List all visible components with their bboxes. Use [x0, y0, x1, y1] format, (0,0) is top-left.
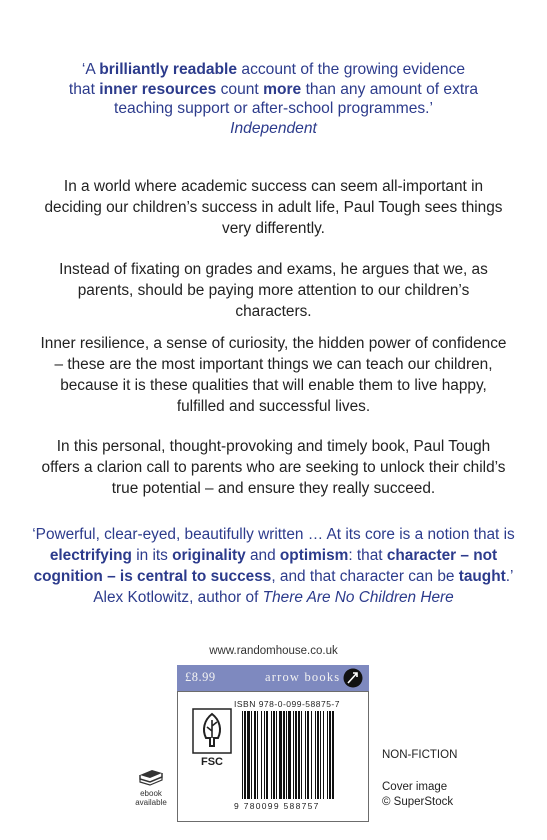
quote-text: ‘Powerful, clear-eyed, beautifully written … At its core is a notion that is — [32, 526, 515, 543]
quote-emphasis: optimism — [279, 547, 349, 564]
quote-emphasis: more — [263, 80, 302, 98]
quote-text: ‘A — [81, 61, 100, 78]
quote-emphasis: character – not cognition – is central to success — [33, 547, 498, 585]
quote-text: account of the growing evidence — [237, 61, 466, 78]
cover-credit — [382, 780, 453, 810]
quote-emphasis: brilliantly readable — [99, 61, 238, 78]
quote-text: that — [68, 80, 100, 98]
ebook-text: ebook — [140, 789, 162, 798]
barcode — [242, 711, 356, 799]
cover-credit-line: © SuperStock — [382, 796, 454, 808]
quote-text: : that — [348, 547, 387, 564]
quote-emphasis: taught — [458, 568, 506, 585]
quote-text: count — [216, 80, 264, 98]
price: £8.99 — [185, 670, 216, 684]
ebook-badge — [132, 767, 170, 807]
quote-source: Independent — [230, 119, 317, 137]
review-quote-kotlowitz — [30, 524, 517, 608]
quote-line-2 — [0, 80, 547, 100]
category-label: NON-FICTION — [382, 749, 458, 761]
book-title: There Are No Children Here — [262, 589, 454, 606]
cover-credit-line: Cover image — [382, 781, 448, 793]
quote-attribution — [30, 587, 517, 608]
imprint-name: arrow books — [265, 670, 341, 684]
blurb-paragraph-3: Inner resilience, a sense of curiosity, the hidden power of confidence – these are the most important things we can teach our children, because it is these qualities that will enable them to live happy, fulfilled and successful lives. — [40, 335, 507, 415]
isbn: ISBN 978-0-099-58875-7 — [234, 699, 340, 709]
barcode-digits: 9 780099 588757 — [234, 801, 320, 811]
blurb-paragraph-1: In a world where academic success can seem all-important in deciding our children’s success in adult life, Paul Tough sees things very differently. — [44, 178, 503, 237]
blurb-paragraph-2: Instead of fixating on grades and exams, he argues that we, as parents, should be paying more attention to our children’s characters. — [59, 261, 488, 320]
author-name: Alex Kotlowitz, author of — [93, 589, 263, 606]
ebook-icon — [138, 767, 164, 787]
publisher-website: www.randomhouse.co.uk — [209, 645, 338, 657]
quote-body — [30, 524, 517, 587]
ebook-text: available — [135, 798, 167, 807]
blurb-paragraph-4: In this personal, thought-provoking and timely book, Paul Tough offers a clarion call to parents who are seeking to unlock their child’s true potential – and ensure they really succeed. — [41, 438, 506, 497]
fsc-tree-icon — [192, 708, 232, 754]
quote-text: , and that character can be — [271, 568, 459, 585]
quote-text: than any amount of extra — [301, 80, 479, 98]
quote-text: and — [245, 547, 280, 564]
price-bar — [177, 665, 369, 691]
quote-text: in its — [131, 547, 173, 564]
quote-emphasis: electrifying — [49, 547, 132, 564]
quote-emphasis: originality — [172, 547, 246, 564]
barcode-panel — [177, 691, 369, 822]
quote-emphasis: inner resources — [99, 80, 217, 98]
fsc-label: FSC — [201, 756, 223, 768]
review-quote-independent — [0, 60, 547, 138]
arrow-books-logo-icon — [343, 668, 363, 688]
quote-line-1 — [0, 60, 547, 80]
quote-text: .’ — [505, 568, 514, 585]
quote-line-3: teaching support or after-school programmes.’ — [114, 100, 433, 117]
